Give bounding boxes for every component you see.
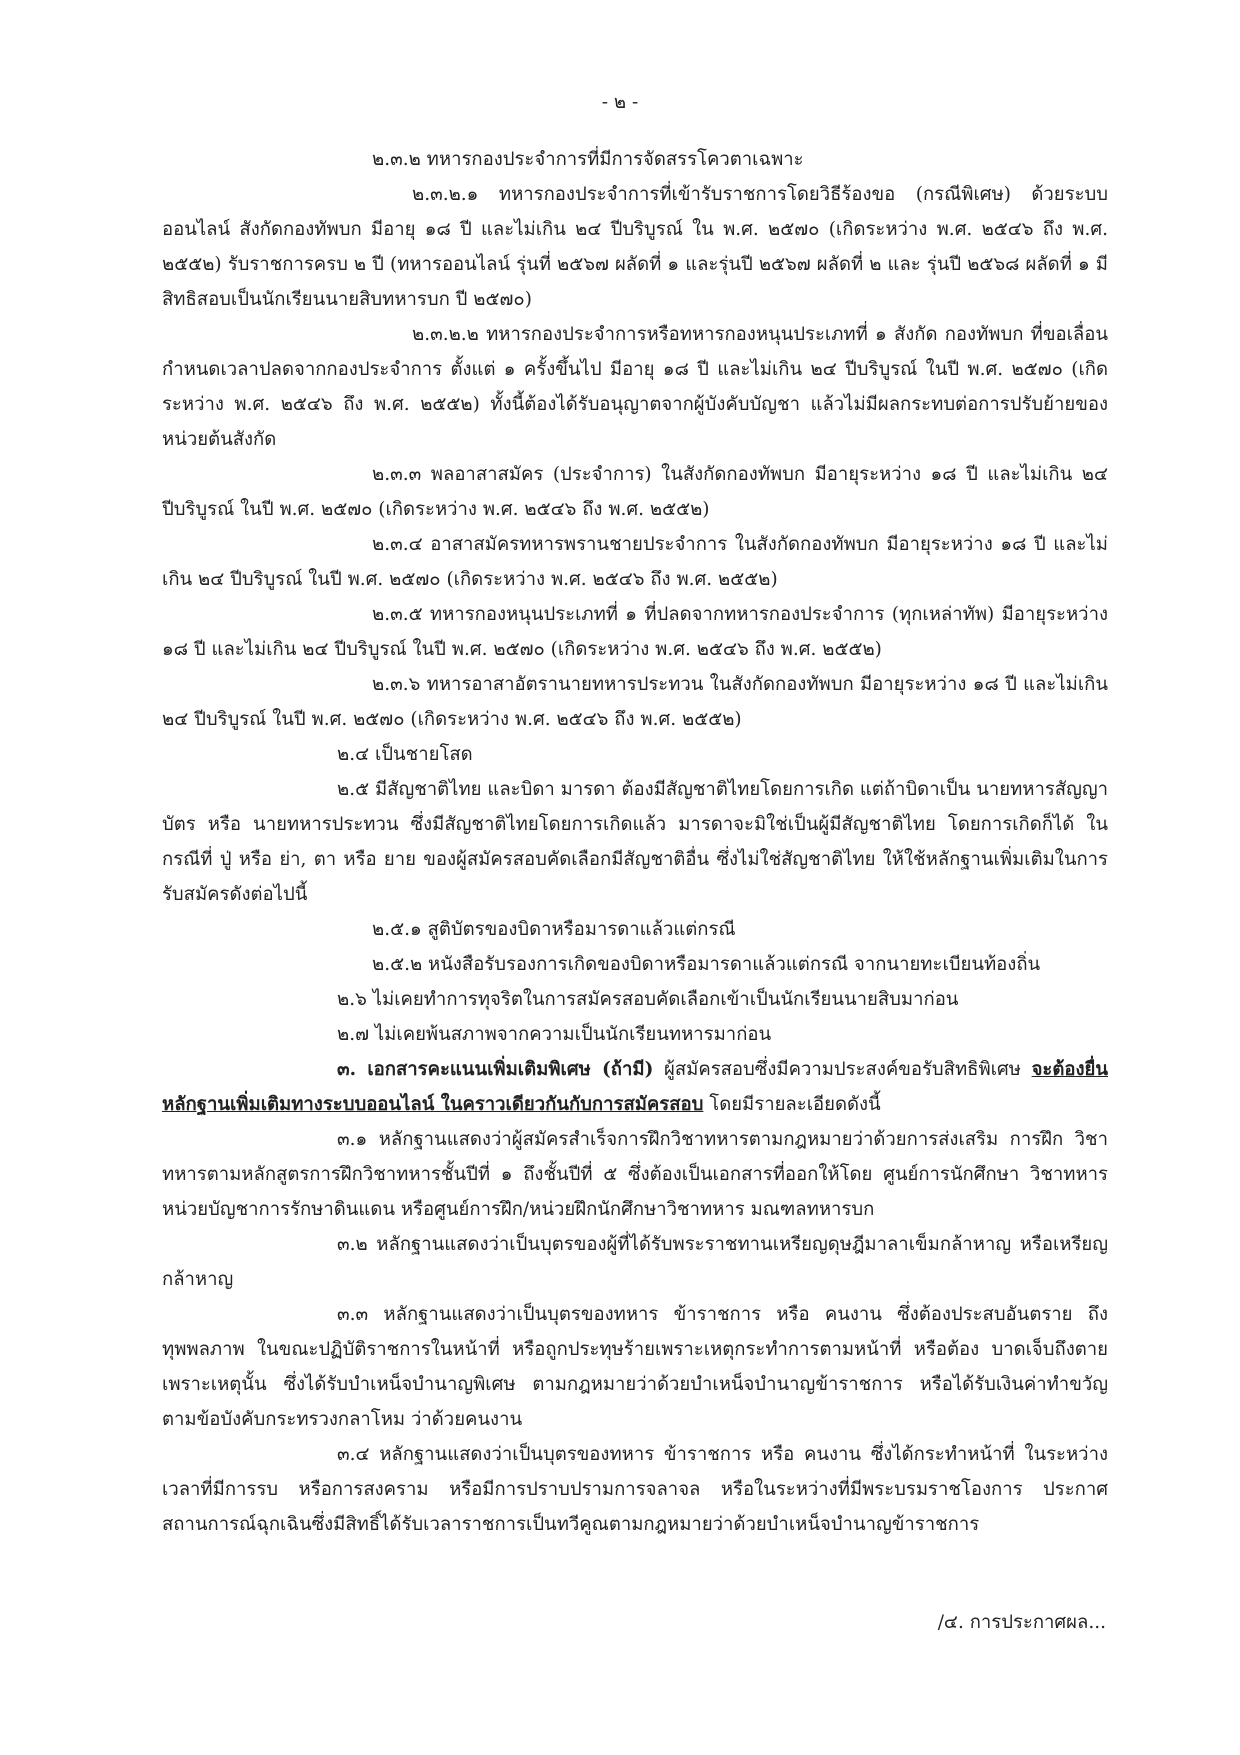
paragraph-2-3-5: ๒.๓.๕ ทหารกองหนุนประเภทที่ ๑ ที่ปลดจากทหารกองประจำการ (ทุกเหล่าทัพ) มีอายุระหว่าง ๑๘ ปี และไม่เกิน ๒๔ ปีบริบูรณ์ ในปี พ.ศ. ๒๕๗๐ (เกิดระหว่าง พ.ศ. ๒๕๔๖ ถึง พ.ศ. ๒๕๕๒) <box>162 604 1108 660</box>
continuation-footer: /๔. การประกาศผล... <box>937 1612 1106 1633</box>
paragraph-2-3-6: ๒.๓.๖ ทหารอาสาอัตรานายทหารประทวน ในสังกัดกองทัพบก มีอายุระหว่าง ๑๘ ปี และไม่เกิน ๒๔ ปีบริบูรณ์ ในปี พ.ศ. ๒๕๗๐ (เกิดระหว่าง พ.ศ. ๒๕๔๖ ถึง พ.ศ. ๒๕๕๒) <box>162 674 1108 730</box>
paragraph-3-3: ๓.๓ หลักฐานแสดงว่าเป็นบุตรของทหาร ข้าราชการ หรือ คนงาน ซึ่งต้องประสบอันตราย ถึงทุพพลภาพ ในขณะปฏิบัติราชการในหน้าที่ หรือถูกประทุษร้ายเพราะเหตุกระทำการตามหน้าที่ หรือต้อง บาดเจ็บถึงตายเพราะเหตุนั้น ซึ่งได้รับบำเหน็จบำนาญพิเศษ ตามกฎหมายว่าด้วยบำเหน็จบำนาญข้าราชการ หรือได้รับเงินค่าทำขวัญตามข้อบังคับกระทรวงกลาโหม ว่าด้วยคนงาน <box>162 1304 1108 1430</box>
section-3 <box>162 1052 1108 1122</box>
document-body <box>162 142 1108 1542</box>
paragraph-2-7: ๒.๗ ไม่เคยพ้นสภาพจากความเป็นนักเรียนทหารมาก่อน <box>337 1024 772 1045</box>
section-3-tail: โดยมีรายละเอียดดังนี้ <box>703 1094 881 1115</box>
paragraph-2-3-2: ๒.๓.๒ ทหารกองประจำการที่มีการจัดสรรโควตาเฉพาะ <box>372 149 804 170</box>
paragraph-2-6: ๒.๖ ไม่เคยทำการทุจริตในการสมัครสอบคัดเลือกเข้าเป็นนักเรียนนายสิบมาก่อน <box>337 989 959 1010</box>
paragraph-2-3-2-1: ๒.๓.๒.๑ ทหารกองประจำการที่เข้ารับราชการโดยวิธีร้องขอ (กรณีพิเศษ) ด้วยระบบออนไลน์ สังกัดกองทัพบก มีอายุ ๑๘ ปี และไม่เกิน ๒๔ ปีบริบูรณ์ ใน พ.ศ. ๒๕๗๐ (เกิดระหว่าง พ.ศ. ๒๕๔๖ ถึง พ.ศ. ๒๕๕๒) รับราชการครบ ๒ ปี (ทหารออนไลน์ รุ่นที่ ๒๕๖๗ ผลัดที่ ๑ และรุ่นปี ๒๕๖๗ ผลัดที่ ๒ และ รุ่นปี ๒๕๖๘ ผลัดที่ ๑ มีสิทธิสอบเป็นนักเรียนนายสิบทหารบก ปี ๒๕๗๐) <box>162 184 1108 310</box>
paragraph-2-3-3: ๒.๓.๓ พลอาสาสมัคร (ประจำการ) ในสังกัดกองทัพบก มีอายุระหว่าง ๑๘ ปี และไม่เกิน ๒๔ ปีบริบูรณ์ ในปี พ.ศ. ๒๕๗๐ (เกิดระหว่าง พ.ศ. ๒๕๔๖ ถึง พ.ศ. ๒๕๕๒) <box>162 464 1108 520</box>
paragraph-2-5-1: ๒.๕.๑ สูติบัตรของบิดาหรือมารดาแล้วแต่กรณี <box>372 919 736 940</box>
paragraph-3-1: ๓.๑ หลักฐานแสดงว่าผู้สมัครสำเร็จการฝึกวิชาทหารตามกฎหมายว่าด้วยการส่งเสริม การฝึก วิชาทหารตามหลักสูตรการฝึกวิชาทหารชั้นปีที่ ๑ ถึงชั้นปีที่ ๕ ซึ่งต้องเป็นเอกสารที่ออกให้โดย ศูนย์การนักศึกษา วิชาทหาร หน่วยบัญชาการรักษาดินแดน หรือศูนย์การฝึก/หน่วยฝึกนักศึกษาวิชาทหาร มณฑลทหารบก <box>162 1129 1108 1220</box>
paragraph-2-4: ๒.๔ เป็นชายโสด <box>337 744 473 765</box>
paragraph-2-3-4: ๒.๓.๔ อาสาสมัครทหารพรานชายประจำการ ในสังกัดกองทัพบก มีอายุระหว่าง ๑๘ ปี และไม่เกิน ๒๔ ปีบริบูรณ์ ในปี พ.ศ. ๒๕๗๐ (เกิดระหว่าง พ.ศ. ๒๕๔๖ ถึง พ.ศ. ๒๕๕๒) <box>162 534 1108 590</box>
section-3-heading: ๓. เอกสารคะแนนเพิ่มเติมพิเศษ (ถ้ามี) <box>337 1059 654 1080</box>
section-3-intro: ผู้สมัครสอบซึ่งมีความประสงค์ขอรับสิทธิพิเศษ <box>653 1059 1032 1080</box>
paragraph-2-5-2: ๒.๕.๒ หนังสือรับรองการเกิดของบิดาหรือมารดาแล้วแต่กรณี จากนายทะเบียนท้องถิ่น <box>372 954 1041 975</box>
paragraph-3-4: ๓.๔ หลักฐานแสดงว่าเป็นบุตรของทหาร ข้าราชการ หรือ คนงาน ซึ่งได้กระทำหน้าที่ ในระหว่างเวลาที่มีการรบ หรือการสงคราม หรือมีการปราบปรามการจลาจล หรือในระหว่างที่มีพระบรมราชโองการ ประกาศสถานการณ์ฉุกเฉินซึ่งมีสิทธิ์ได้รับเวลาราชการเป็นทวีคูณตามกฎหมายว่าด้วยบำเหน็จบำนาญข้าราชการ <box>162 1444 1108 1535</box>
section-3-underlined: จะต้องยื่นหลักฐานเพิ่มเติมทางระบบออนไลน์ ในคราวเดียวกันกับการสมัครสอบ <box>162 1059 1108 1115</box>
paragraph-2-5: ๒.๕ มีสัญชาติไทย และบิดา มารดา ต้องมีสัญชาติไทยโดยการเกิด แต่ถ้าบิดาเป็น นายทหารสัญญาบัตร หรือ นายทหารประทวน ซึ่งมีสัญชาติไทยโดยการเกิดแล้ว มารดาจะมิใช่เป็นผู้มีสัญชาติไทย โดยการเกิดก็ได้ ในกรณีที่ ปู่ หรือ ย่า, ตา หรือ ยาย ของผู้สมัครสอบคัดเลือกมีสัญชาติอื่น ซึ่งไม่ใช่สัญชาติไทย ให้ใช้หลักฐานเพิ่มเติมในการรับสมัครดังต่อไปนี้ <box>162 779 1108 905</box>
paragraph-3-2: ๓.๒ หลักฐานแสดงว่าเป็นบุตรของผู้ที่ได้รับพระราชทานเหรียญดุษฎีมาลาเข็มกล้าหาญ หรือเหรียญกล้าหาญ <box>162 1234 1108 1290</box>
page-number: - ๒ - <box>601 92 639 113</box>
paragraph-2-3-2-2: ๒.๓.๒.๒ ทหารกองประจำการหรือทหารกองหนุนประเภทที่ ๑ สังกัด กองทัพบก ที่ขอเลื่อนกำหนดเวลาปลดจากกองประจำการ ตั้งแต่ ๑ ครั้งขึ้นไป มีอายุ ๑๘ ปี และไม่เกิน ๒๔ ปีบริบูรณ์ ในปี พ.ศ. ๒๕๗๐ (เกิดระหว่าง พ.ศ. ๒๕๔๖ ถึง พ.ศ. ๒๕๕๒) ทั้งนี้ต้องได้รับอนุญาตจากผู้บังคับบัญชา แล้วไม่มีผลกระทบต่อการปรับย้ายของหน่วยต้นสังกัด <box>162 324 1108 450</box>
